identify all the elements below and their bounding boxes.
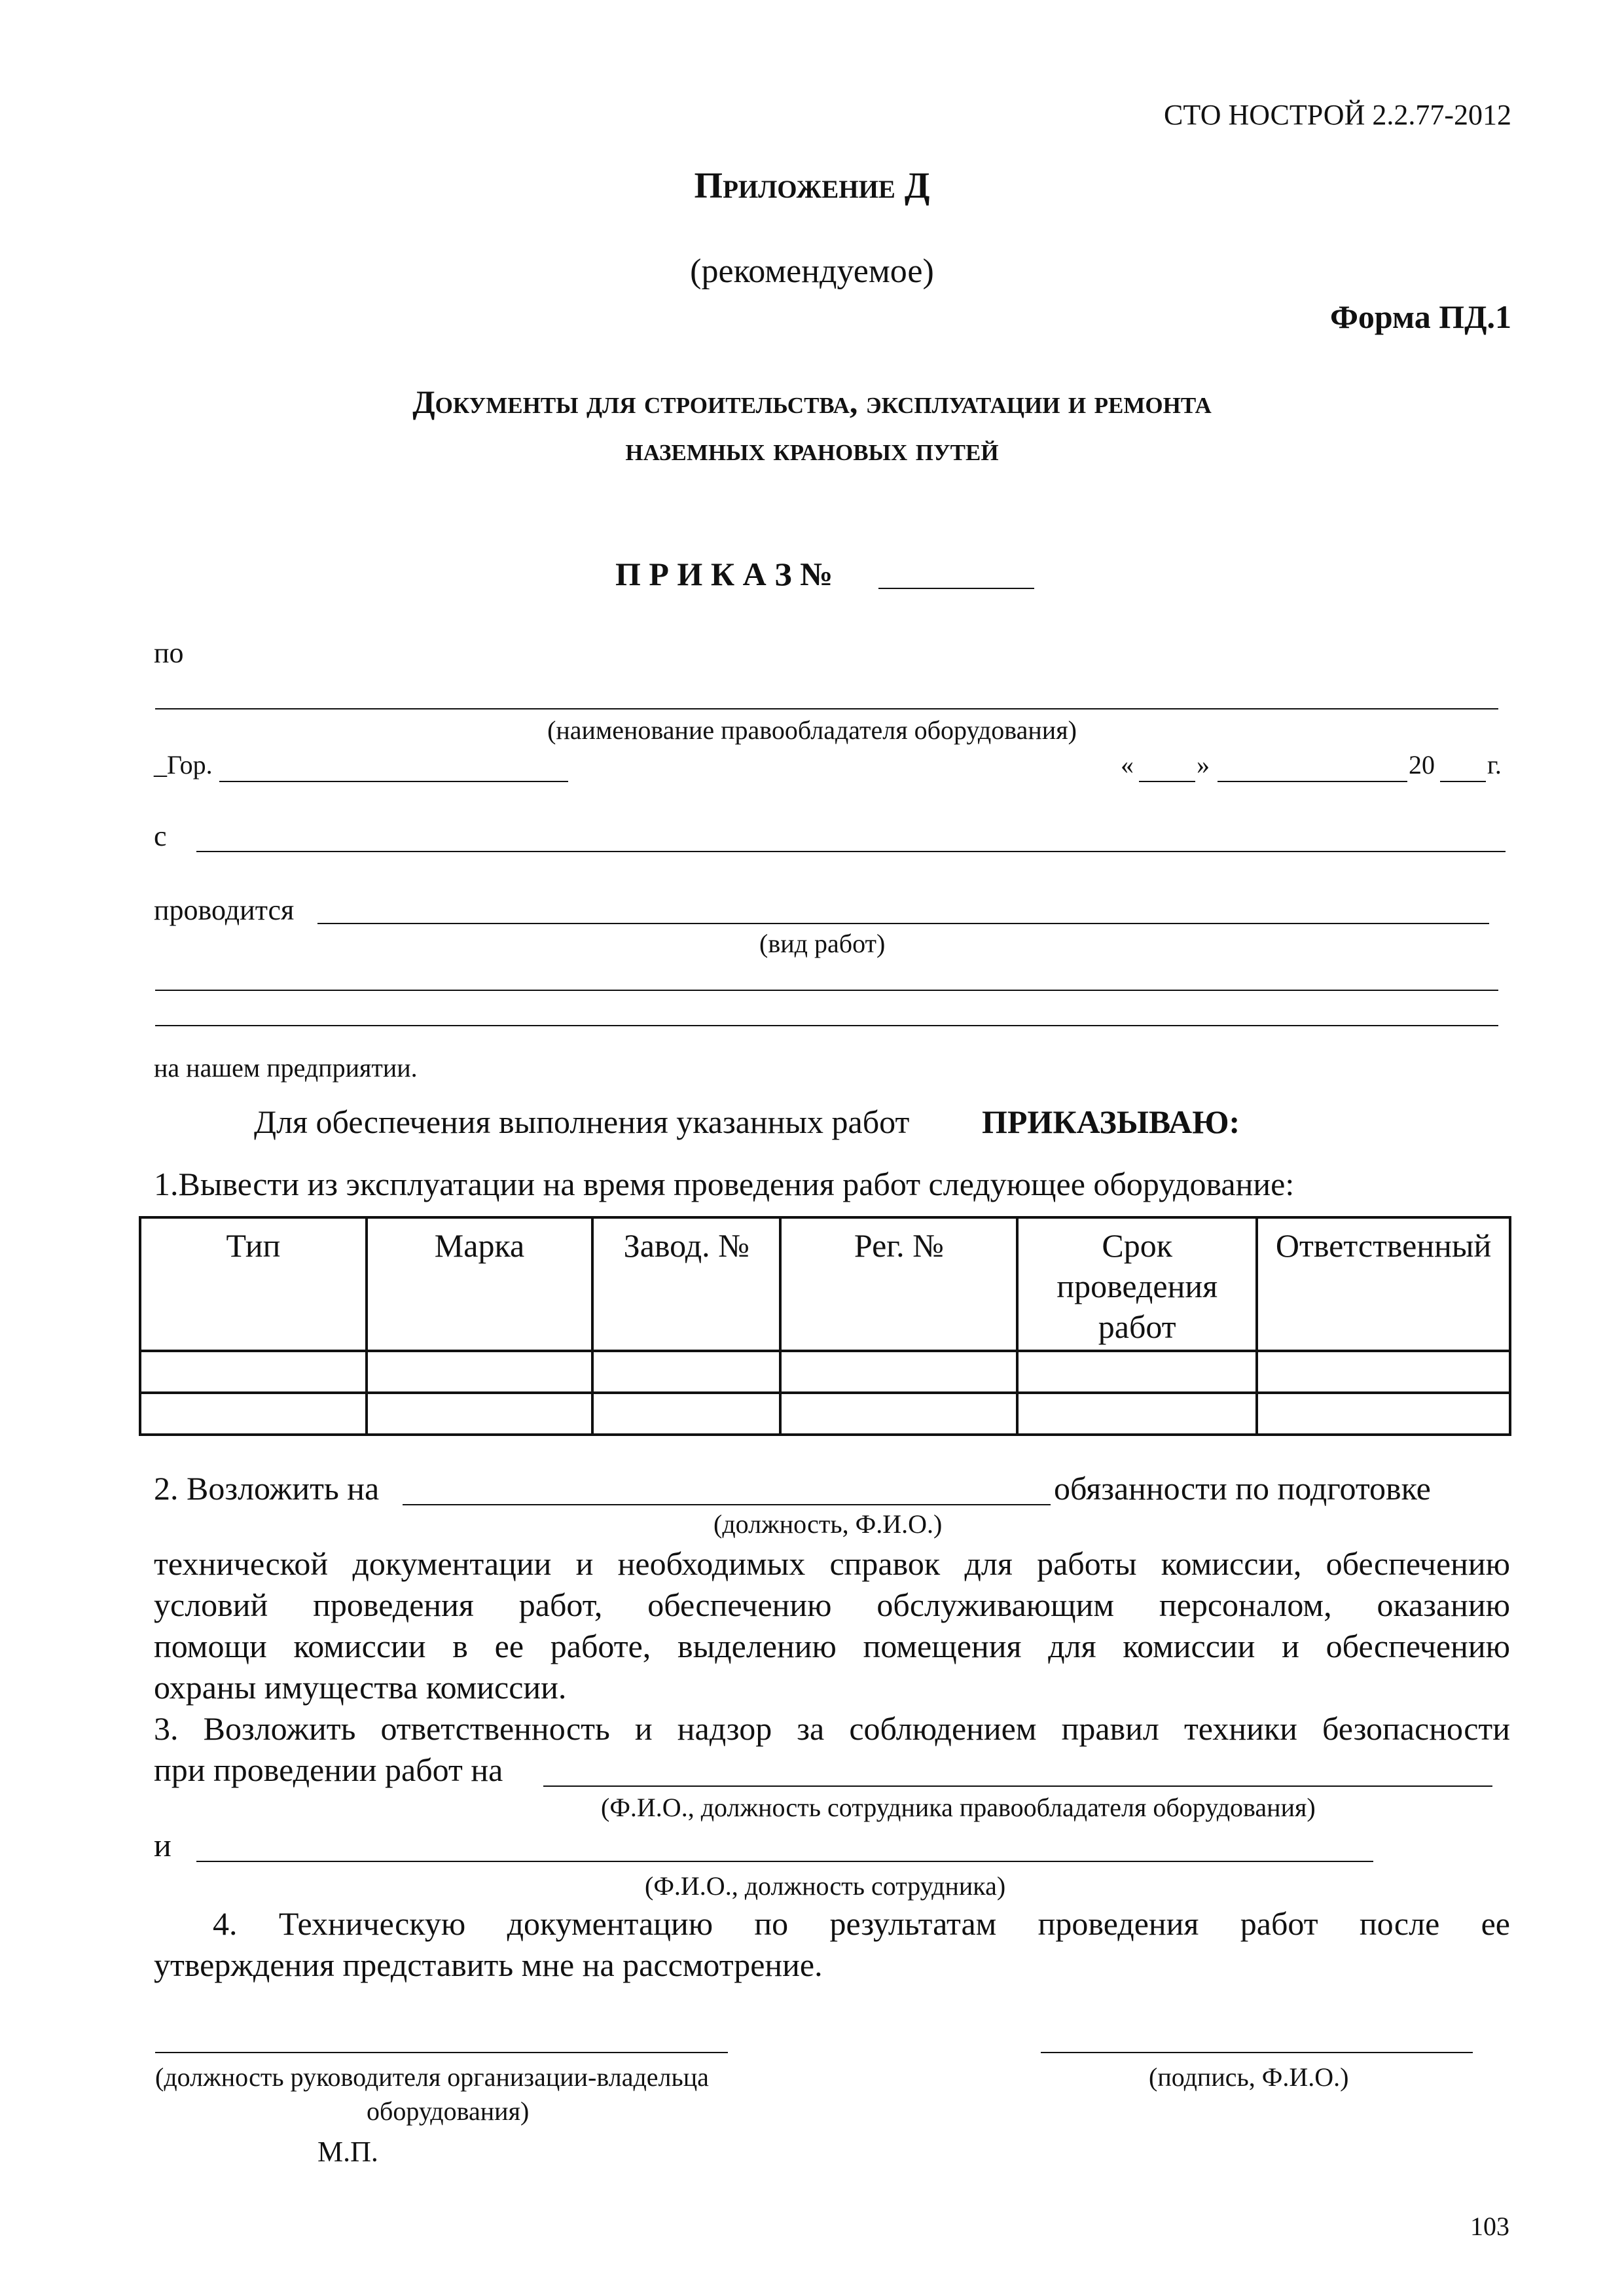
column-header-type: Тип	[140, 1217, 367, 1351]
item2-line: условий проведения работ, обеспечению обслуживающим персоналом, оказанию	[154, 1587, 1510, 1623]
table-row	[140, 1351, 1510, 1393]
date-year-prefix: 20	[1409, 750, 1435, 780]
signature-caption: (подпись, Ф.И.О.)	[1149, 2062, 1349, 2092]
order-number-field[interactable]	[878, 588, 1034, 589]
column-header-brand: Марка	[367, 1217, 592, 1351]
appendix-title: Приложение Д	[694, 166, 930, 206]
section-title-line2: наземных крановых путей	[625, 431, 999, 467]
item2-line: технической документации и необходимых справок для работы комиссии, обеспечению	[154, 1545, 1510, 1582]
column-header-factory-number: Завод. №	[592, 1217, 780, 1351]
from-field[interactable]	[196, 851, 1506, 852]
item4-line2: утверждения представить мне на рассмотрение.	[154, 1946, 823, 1983]
owner-name-field[interactable]	[155, 708, 1498, 709]
table-cell[interactable]	[780, 1393, 1017, 1435]
work-type-field[interactable]	[317, 923, 1489, 924]
section-title-line1: Документы для строительства, эксплуатации и ремонта	[412, 384, 1212, 420]
standard-code: СТО НОСТРОЙ 2.2.77-2012	[1164, 99, 1511, 131]
date-year-suffix: г.	[1487, 750, 1502, 780]
item2-last-line: охраны имущества комиссии.	[154, 1669, 567, 1706]
city-label: _Гор.	[154, 750, 213, 780]
item2-caption: (должность, Ф.И.О.)	[713, 1509, 943, 1539]
table-cell[interactable]	[367, 1351, 592, 1393]
date-month-field[interactable]	[1218, 781, 1407, 782]
order-title: П Р И К А З №	[615, 556, 833, 592]
table-cell[interactable]	[140, 1351, 367, 1393]
order-word: ПРИКАЗЫВАЮ:	[982, 1103, 1240, 1140]
item3-employee-field[interactable]	[196, 1861, 1373, 1862]
work-type-extra-field-1[interactable]	[155, 990, 1498, 991]
item2-line: помощи комиссии в ее работе, выделению помещения для комиссии и обеспечению	[154, 1628, 1510, 1664]
column-header-responsible: Ответственный	[1257, 1217, 1510, 1351]
from-label: с	[154, 820, 167, 852]
item1-text: 1.Вывести из эксплуатации на время проведения работ следующее оборудование:	[154, 1166, 1295, 1202]
work-type-caption: (вид работ)	[759, 929, 886, 958]
table-cell[interactable]	[592, 1351, 780, 1393]
date-day-field[interactable]	[1139, 781, 1195, 782]
equipment-table	[139, 1216, 1511, 1436]
date-open-quote: «	[1121, 750, 1134, 780]
table-row	[140, 1393, 1510, 1435]
position-field[interactable]	[155, 2052, 728, 2053]
table-cell[interactable]	[1017, 1393, 1257, 1435]
item3-line2-prefix: при проведении работ на	[154, 1751, 503, 1788]
city-field[interactable]	[219, 781, 568, 782]
item3-person-field[interactable]	[543, 1785, 1492, 1787]
table-header-row	[140, 1217, 1510, 1351]
item3-and: и	[154, 1827, 171, 1863]
item3-caption2: (Ф.И.О., должность сотрудника)	[645, 1871, 1006, 1901]
table-cell[interactable]	[367, 1393, 592, 1435]
owner-caption: (наименование правообладателя оборудования)	[547, 715, 1077, 745]
column-header-work-period: Срок проведения работ	[1017, 1217, 1257, 1351]
page-number: 103	[1470, 2212, 1509, 2241]
stamp-label: М.П.	[317, 2136, 378, 2168]
position-caption-line1: (должность руководителя организации-владельца	[155, 2062, 709, 2092]
item4-line1: 4. Техническую документацию по результатам проведения работ после ее	[213, 1905, 1510, 1942]
column-header-reg-number: Рег. №	[780, 1217, 1017, 1351]
item2-prefix: 2. Возложить на	[154, 1470, 380, 1507]
item2-person-field[interactable]	[403, 1504, 1051, 1505]
by-label: по	[154, 637, 184, 669]
form-label: Форма ПД.1	[1329, 298, 1511, 335]
table-cell[interactable]	[1257, 1351, 1510, 1393]
table-cell[interactable]	[140, 1393, 367, 1435]
table-cell[interactable]	[1017, 1351, 1257, 1393]
table-cell[interactable]	[1257, 1393, 1510, 1435]
table-cell[interactable]	[592, 1393, 780, 1435]
date-year-field[interactable]	[1440, 781, 1486, 782]
conducted-label: проводится	[154, 894, 295, 926]
table-cell[interactable]	[780, 1351, 1017, 1393]
signature-field[interactable]	[1041, 2052, 1473, 2053]
date-close-quote: »	[1197, 750, 1210, 780]
item2-suffix: обязанности по подготовке	[1054, 1470, 1431, 1507]
work-type-extra-field-2[interactable]	[155, 1025, 1498, 1026]
position-caption-line2: оборудования)	[367, 2096, 530, 2126]
item3-caption1: (Ф.И.О., должность сотрудника правообладателя оборудования)	[601, 1793, 1316, 1822]
intro-text: Для обеспечения выполнения указанных работ	[254, 1103, 910, 1140]
enterprise-text: на нашем предприятии.	[154, 1053, 418, 1083]
item3-line1: 3. Возложить ответственность и надзор за соблюдением правил техники безопасности	[154, 1710, 1510, 1747]
appendix-status: (рекомендуемое)	[690, 253, 934, 290]
